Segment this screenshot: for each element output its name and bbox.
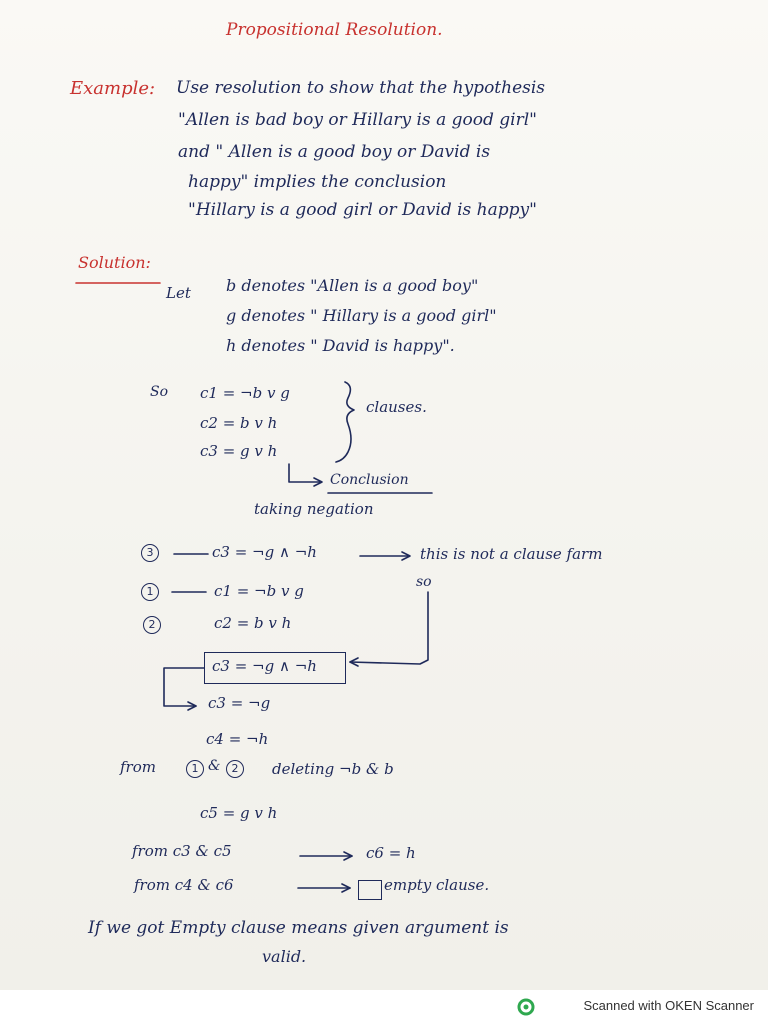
definition-h: h denotes " David is happy". xyxy=(226,336,455,355)
clauses-label: clauses. xyxy=(366,398,427,416)
example-line-3: and " Allen is a good boy or David is xyxy=(178,142,491,162)
step-c1: c1 = ¬b v g xyxy=(214,582,304,600)
final-statement: If we got Empty clause means given argument is xyxy=(88,918,509,938)
step-circle-3: 3 xyxy=(141,544,159,562)
conclusion-label: Conclusion xyxy=(330,472,409,488)
example-line-2: "Allen is bad boy or Hillary is a good girl" xyxy=(178,110,537,130)
so-down-arrow xyxy=(350,592,428,664)
step-circle-1: 1 xyxy=(141,583,159,601)
so-label: So xyxy=(150,384,169,400)
ref-circle-1: 1 xyxy=(186,760,204,778)
from-label: from xyxy=(120,758,156,776)
not-clause-note: this is not a clause farm xyxy=(420,545,603,563)
oken-logo-icon xyxy=(517,998,535,1016)
clause-c3: c3 = g v h xyxy=(200,442,278,460)
derived-c6: c6 = h xyxy=(366,844,416,862)
derived-c5: c5 = g v h xyxy=(200,804,278,822)
taking-negation: taking negation xyxy=(254,500,374,518)
clause-c2: c2 = b v h xyxy=(200,414,278,432)
step-c2: c2 = b v h xyxy=(214,614,292,632)
negated-c3: c3 = ¬g ∧ ¬h xyxy=(212,543,317,561)
scanner-watermark: Scanned with OKEN Scanner xyxy=(583,998,754,1013)
solution-label: Solution: xyxy=(78,253,151,272)
definition-b: b denotes "Allen is a good boy" xyxy=(226,276,479,295)
let-label: Let xyxy=(166,284,191,302)
example-line-4: happy" implies the conclusion xyxy=(188,172,447,192)
derived-c4: c4 = ¬h xyxy=(206,730,269,748)
example-line-1: Use resolution to show that the hypothesis xyxy=(176,78,546,98)
deleting-note: deleting ¬b & b xyxy=(272,760,394,778)
boxed-c3: c3 = ¬g ∧ ¬h xyxy=(212,657,317,675)
so-note: so xyxy=(416,574,432,590)
ampersand: & xyxy=(208,758,221,774)
clause-c1: c1 = ¬b v g xyxy=(200,384,290,402)
empty-clause: empty clause. xyxy=(384,876,490,894)
example-label: Example: xyxy=(70,78,156,99)
definition-g: g denotes " Hillary is a good girl" xyxy=(226,306,497,325)
step-circle-2: 2 xyxy=(143,616,161,634)
scanner-footer xyxy=(0,990,768,1024)
split-bracket xyxy=(164,668,204,706)
ref-circle-2: 2 xyxy=(226,760,244,778)
page-title: Propositional Resolution. xyxy=(226,20,443,40)
final-valid: valid. xyxy=(262,947,307,966)
clauses-brace xyxy=(336,382,354,462)
from-c4-c6: from c4 & c6 xyxy=(134,876,234,894)
example-line-5: "Hillary is a good girl or David is happy" xyxy=(188,200,537,220)
derived-c3: c3 = ¬g xyxy=(208,694,271,712)
from-c3-c5: from c3 & c5 xyxy=(132,842,232,860)
